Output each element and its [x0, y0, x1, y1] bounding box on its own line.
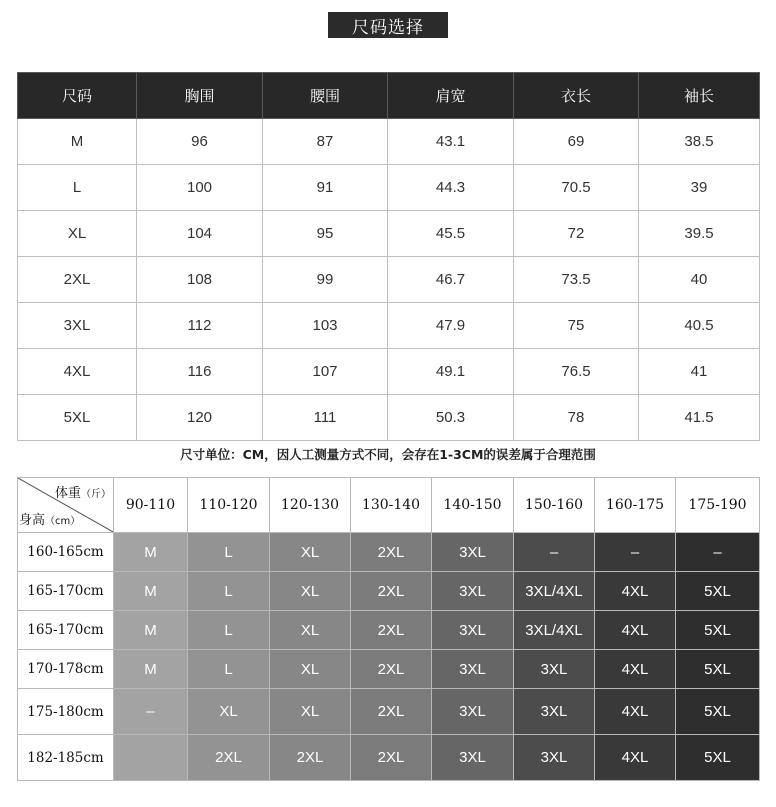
table-row [18, 211, 760, 257]
size-header-cell: 衣长 [514, 73, 639, 119]
recommended-size-cell [114, 735, 188, 781]
length-cell: 69 [514, 119, 639, 165]
size-header-cell: 肩宽 [388, 73, 514, 119]
weight-range-header: 150-160 [514, 478, 595, 533]
height-range-cell: 165-170cm [18, 572, 114, 611]
recommended-size-cell: 3XL [514, 650, 595, 689]
recommended-size-cell: 5XL [676, 611, 760, 650]
recommended-size-cell: 3XL [432, 650, 514, 689]
size-cell: XL [18, 211, 137, 257]
recommended-size-cell: XL [270, 533, 351, 572]
recommended-size-cell: 3XL [432, 735, 514, 781]
recommended-size-cell: 5XL [676, 735, 760, 781]
recommended-size-cell: L [188, 533, 270, 572]
size-cell: 5XL [18, 395, 137, 441]
corner-weight-label: 体重 [54, 486, 81, 501]
weight-range-header: 175-190 [676, 478, 760, 533]
recommended-size-cell: L [188, 611, 270, 650]
recommended-size-cell: XL [188, 689, 270, 735]
length-cell: 70.5 [514, 165, 639, 211]
table-row [18, 735, 760, 781]
height-range-cell: 182-185cm [18, 735, 114, 781]
recommended-size-cell: 3XL [432, 689, 514, 735]
chest-cell: 96 [137, 119, 263, 165]
size-recommendation-table [17, 477, 760, 781]
recommended-size-cell: 5XL [676, 650, 760, 689]
shoulder-cell: 49.1 [388, 349, 514, 395]
recommended-size-cell: L [188, 650, 270, 689]
waist-cell: 99 [263, 257, 388, 303]
length-cell: 76.5 [514, 349, 639, 395]
corner-height [19, 509, 80, 528]
recommended-size-cell: 3XL [514, 689, 595, 735]
shoulder-cell: 45.5 [388, 211, 514, 257]
height-range-cell: 165-170cm [18, 611, 114, 650]
height-range-cell: 170-178cm [18, 650, 114, 689]
size-cell: 2XL [18, 257, 137, 303]
recommended-size-cell: M [114, 572, 188, 611]
chest-cell: 120 [137, 395, 263, 441]
page-title: 尺码选择 [328, 12, 448, 38]
recommended-size-cell: 4XL [595, 650, 676, 689]
recommended-size-cell: XL [270, 611, 351, 650]
size-cell: 4XL [18, 349, 137, 395]
recommended-size-cell: XL [270, 650, 351, 689]
shoulder-cell: 44.3 [388, 165, 514, 211]
shoulder-cell: 46.7 [388, 257, 514, 303]
weight-range-header: 130-140 [351, 478, 432, 533]
corner-weight [55, 482, 111, 501]
recommend-header-row [18, 478, 760, 533]
size-header-cell: 尺码 [18, 73, 137, 119]
recommended-size-cell: 5XL [676, 572, 760, 611]
chest-cell: 116 [137, 349, 263, 395]
size-header-cell: 胸围 [137, 73, 263, 119]
table-row [18, 572, 760, 611]
recommended-size-cell: 2XL [270, 735, 351, 781]
size-cell: M [18, 119, 137, 165]
table-row [18, 165, 760, 211]
recommended-size-cell: 3XL [432, 611, 514, 650]
recommended-size-cell: XL [270, 689, 351, 735]
recommended-size-cell: 3XL [514, 735, 595, 781]
sleeve-cell: 39 [639, 165, 760, 211]
recommended-size-cell: 3XL/4XL [514, 611, 595, 650]
table-row [18, 650, 760, 689]
waist-cell: 91 [263, 165, 388, 211]
waist-cell: 95 [263, 211, 388, 257]
sleeve-cell: 39.5 [639, 211, 760, 257]
recommended-size-cell: 4XL [595, 735, 676, 781]
recommended-size-cell: M [114, 611, 188, 650]
weight-range-header: 90-110 [114, 478, 188, 533]
recommended-size-cell: L [188, 572, 270, 611]
table-row [18, 303, 760, 349]
corner-height-label: 身高 [19, 513, 46, 528]
length-cell: 75 [514, 303, 639, 349]
height-range-cell: 175-180cm [18, 689, 114, 735]
waist-cell: 111 [263, 395, 388, 441]
table-row [18, 257, 760, 303]
recommended-size-cell: – [514, 533, 595, 572]
recommended-size-cell: 4XL [595, 689, 676, 735]
length-cell: 78 [514, 395, 639, 441]
chest-cell: 108 [137, 257, 263, 303]
recommended-size-cell: 2XL [351, 650, 432, 689]
sleeve-cell: 38.5 [639, 119, 760, 165]
length-cell: 72 [514, 211, 639, 257]
waist-cell: 87 [263, 119, 388, 165]
corner-height-unit: （cm） [45, 516, 81, 527]
corner-weight-unit: （斤） [81, 489, 111, 500]
recommended-size-cell: 2XL [351, 533, 432, 572]
size-cell: 3XL [18, 303, 137, 349]
waist-cell: 103 [263, 303, 388, 349]
recommended-size-cell: 2XL [351, 689, 432, 735]
chest-cell: 112 [137, 303, 263, 349]
table-row [18, 395, 760, 441]
recommended-size-cell: M [114, 650, 188, 689]
chest-cell: 104 [137, 211, 263, 257]
length-cell: 73.5 [514, 257, 639, 303]
recommended-size-cell: 3XL [432, 572, 514, 611]
recommended-size-cell: – [676, 533, 760, 572]
table-row [18, 533, 760, 572]
recommended-size-cell: M [114, 533, 188, 572]
table-row [18, 349, 760, 395]
recommended-size-cell: 2XL [351, 735, 432, 781]
recommended-size-cell: 4XL [595, 572, 676, 611]
height-range-cell: 160-165cm [18, 533, 114, 572]
size-header-cell: 袖长 [639, 73, 760, 119]
sleeve-cell: 40 [639, 257, 760, 303]
table-row [18, 119, 760, 165]
sleeve-cell: 41.5 [639, 395, 760, 441]
recommended-size-cell: – [595, 533, 676, 572]
sleeve-cell: 41 [639, 349, 760, 395]
shoulder-cell: 47.9 [388, 303, 514, 349]
waist-cell: 107 [263, 349, 388, 395]
recommended-size-cell: 3XL/4XL [514, 572, 595, 611]
weight-range-header: 120-130 [270, 478, 351, 533]
weight-range-header: 140-150 [432, 478, 514, 533]
weight-range-header: 160-175 [595, 478, 676, 533]
size-measurement-table [17, 72, 760, 441]
table-row [18, 689, 760, 735]
recommended-size-cell: 3XL [432, 533, 514, 572]
table-row [18, 611, 760, 650]
recommended-size-cell: 5XL [676, 689, 760, 735]
recommended-size-cell: 4XL [595, 611, 676, 650]
measurement-note: 尺寸单位：CM，因人工测量方式不同，会存在1-3CM的误差属于合理范围 [180, 447, 596, 462]
chest-cell: 100 [137, 165, 263, 211]
shoulder-cell: 43.1 [388, 119, 514, 165]
recommended-size-cell: 2XL [188, 735, 270, 781]
corner-cell [18, 478, 114, 533]
recommended-size-cell: – [114, 689, 188, 735]
sleeve-cell: 40.5 [639, 303, 760, 349]
recommended-size-cell: 2XL [351, 611, 432, 650]
recommended-size-cell: 2XL [351, 572, 432, 611]
shoulder-cell: 50.3 [388, 395, 514, 441]
weight-range-header: 110-120 [188, 478, 270, 533]
recommended-size-cell: XL [270, 572, 351, 611]
size-header-cell: 腰围 [263, 73, 388, 119]
size-cell: L [18, 165, 137, 211]
size-table-header-row [18, 73, 760, 119]
